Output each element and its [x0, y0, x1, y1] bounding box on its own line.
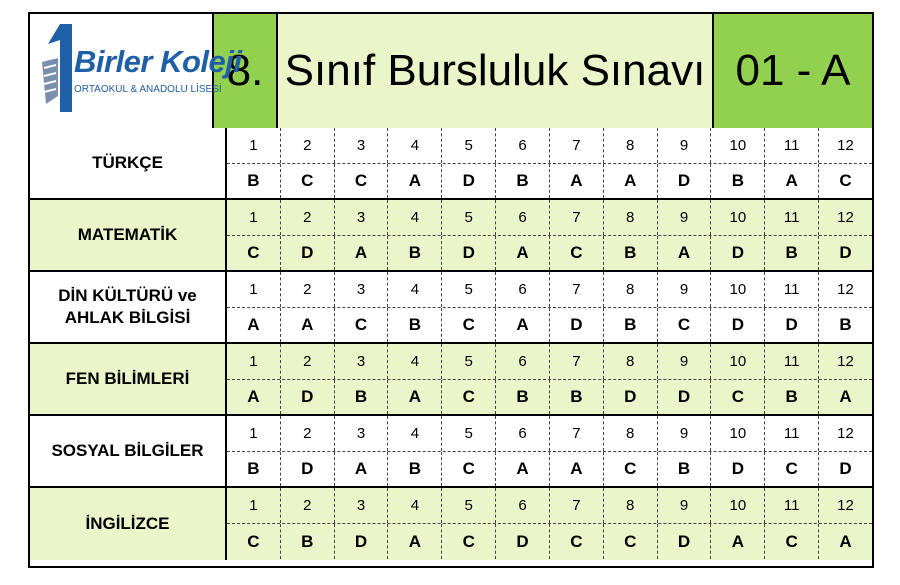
- answer-letter: A: [388, 164, 442, 199]
- answer-letter: D: [442, 164, 496, 199]
- question-number: 9: [658, 128, 712, 163]
- answer-grid: [227, 128, 872, 198]
- question-number: 3: [335, 272, 389, 307]
- answer-row: [227, 524, 872, 559]
- answer-letter: B: [604, 236, 658, 271]
- question-number: 7: [550, 128, 604, 163]
- question-number: 1: [227, 272, 281, 307]
- question-number: 12: [837, 424, 854, 442]
- answer-letter: C: [227, 524, 281, 559]
- question-number: 2: [281, 200, 335, 235]
- answer-letter: B: [765, 380, 819, 415]
- question-number: 11: [765, 344, 819, 379]
- question-number: 6: [496, 488, 550, 523]
- question-number: 6: [496, 200, 550, 235]
- answer-letter: B: [227, 164, 281, 199]
- answer-letter: B: [388, 452, 442, 487]
- answer-letter: A: [765, 164, 819, 199]
- answer-letter: B: [839, 314, 852, 334]
- question-number: 4: [388, 200, 442, 235]
- question-number: 5: [442, 128, 496, 163]
- answer-letter: B: [711, 164, 765, 199]
- question-number: 10: [711, 344, 765, 379]
- subject-name: MATEMATİK: [30, 200, 227, 270]
- answer-letter: A: [388, 380, 442, 415]
- answer-letter: B: [658, 452, 712, 487]
- question-number-row: [227, 344, 872, 380]
- answer-letter: A: [550, 452, 604, 487]
- answer-letter: C: [281, 164, 335, 199]
- question-number: 7: [550, 416, 604, 451]
- question-number: 1: [227, 488, 281, 523]
- subject-row: [30, 128, 872, 200]
- question-number: 11: [765, 488, 819, 523]
- answer-letter: A: [839, 531, 852, 551]
- answer-letter: B: [496, 380, 550, 415]
- answer-letter: D: [604, 380, 658, 415]
- question-number: 2: [281, 128, 335, 163]
- subject-name: SOSYAL BİLGİLER: [30, 416, 227, 486]
- answer-letter: D: [711, 308, 765, 343]
- logo-text: Birler Koleji: [74, 44, 242, 79]
- answer-letter: A: [550, 164, 604, 199]
- question-number: 4: [388, 416, 442, 451]
- question-number-row: [227, 416, 872, 452]
- answer-letter: C: [765, 452, 819, 487]
- answer-letter: A: [496, 308, 550, 343]
- question-number: 9: [658, 344, 712, 379]
- answer-letter: A: [227, 380, 281, 415]
- question-number: 6: [496, 344, 550, 379]
- answer-letter: D: [765, 308, 819, 343]
- answer-letter: D: [658, 380, 712, 415]
- question-number: 12: [837, 352, 854, 370]
- answer-letter: D: [281, 236, 335, 271]
- question-number: 2: [281, 488, 335, 523]
- logo-mark-icon: [40, 22, 76, 114]
- question-number: 10: [711, 416, 765, 451]
- question-number: 10: [711, 272, 765, 307]
- question-number: 5: [442, 344, 496, 379]
- question-number: 7: [550, 272, 604, 307]
- answer-grid: [227, 272, 872, 342]
- booklet-code: 01 - A: [714, 14, 872, 128]
- question-number: 2: [281, 416, 335, 451]
- answer-letter: A: [604, 164, 658, 199]
- question-number: 10: [711, 200, 765, 235]
- subject-name: İNGİLİZCE: [30, 488, 227, 560]
- answer-letter: C: [335, 164, 389, 199]
- answer-row: [227, 452, 872, 487]
- answer-letter: D: [658, 164, 712, 199]
- exam-title: Sınıf Bursluluk Sınavı: [278, 14, 714, 128]
- school-logo: [30, 14, 242, 128]
- question-number: 5: [442, 488, 496, 523]
- answer-row: [227, 308, 872, 343]
- answer-letter: A: [335, 452, 389, 487]
- question-number: 9: [658, 272, 712, 307]
- question-number: 3: [335, 200, 389, 235]
- question-number: 3: [335, 344, 389, 379]
- answer-grid: [227, 416, 872, 486]
- question-number: 9: [658, 200, 712, 235]
- question-number: 12: [837, 497, 854, 514]
- question-number: 4: [388, 488, 442, 523]
- answer-letter: D: [839, 242, 852, 262]
- question-number: 2: [281, 272, 335, 307]
- answer-letter: D: [658, 524, 712, 559]
- subject-row: [30, 272, 872, 344]
- answer-letter: A: [839, 386, 852, 406]
- answer-letter: C: [227, 236, 281, 271]
- subject-row: [30, 200, 872, 272]
- subject-name: TÜRKÇE: [30, 128, 227, 198]
- answer-letter: D: [496, 524, 550, 559]
- answer-letter: D: [281, 452, 335, 487]
- subject-name: FEN BİLİMLERİ: [30, 344, 227, 414]
- answer-letter: C: [658, 308, 712, 343]
- question-number: 3: [335, 128, 389, 163]
- answer-row: [227, 380, 872, 415]
- subject-row: [30, 488, 872, 560]
- answer-letter: D: [550, 308, 604, 343]
- question-number: 12: [837, 136, 854, 154]
- answer-letter: B: [604, 308, 658, 343]
- question-number: 1: [227, 200, 281, 235]
- answer-letter: D: [335, 524, 389, 559]
- answer-letter: C: [604, 452, 658, 487]
- question-number: 4: [388, 344, 442, 379]
- answer-letter: D: [442, 236, 496, 271]
- question-number: 12: [837, 208, 854, 226]
- question-number-row: [227, 488, 872, 524]
- answer-letter: C: [335, 308, 389, 343]
- grade-number: 8.: [214, 14, 278, 128]
- answer-grid: [227, 344, 872, 414]
- answer-letter: A: [711, 524, 765, 559]
- answer-letter: C: [711, 380, 765, 415]
- subject-rows: [30, 128, 872, 560]
- answer-letter: A: [496, 236, 550, 271]
- answer-letter: D: [281, 380, 335, 415]
- question-number: 10: [711, 488, 765, 523]
- answer-letter: C: [765, 524, 819, 559]
- answer-letter: C: [442, 308, 496, 343]
- answer-row: [227, 164, 872, 199]
- answer-letter: A: [227, 308, 281, 343]
- question-number: 7: [550, 344, 604, 379]
- answer-letter: C: [550, 524, 604, 559]
- answer-row: [227, 236, 872, 271]
- question-number: 12: [837, 280, 854, 298]
- subject-row: [30, 416, 872, 488]
- answer-letter: A: [496, 452, 550, 487]
- answer-grid: [227, 200, 872, 270]
- question-number: 8: [604, 416, 658, 451]
- question-number-row: [227, 128, 872, 164]
- logo-subtitle: ORTAOKUL & ANADOLU LİSESİ: [74, 84, 222, 95]
- question-number: 11: [765, 416, 819, 451]
- answer-letter: A: [388, 524, 442, 559]
- question-number: 3: [335, 488, 389, 523]
- question-number: 1: [227, 128, 281, 163]
- answer-key-sheet: [28, 12, 874, 568]
- answer-letter: C: [550, 236, 604, 271]
- question-number: 9: [658, 416, 712, 451]
- question-number: 8: [604, 128, 658, 163]
- answer-grid: [227, 488, 872, 560]
- question-number: 11: [765, 128, 819, 163]
- answer-letter: C: [839, 170, 852, 190]
- question-number: 6: [496, 416, 550, 451]
- answer-letter: A: [335, 236, 389, 271]
- answer-letter: B: [496, 164, 550, 199]
- answer-letter: B: [388, 308, 442, 343]
- question-number: 11: [765, 272, 819, 307]
- answer-letter: D: [839, 458, 852, 478]
- answer-letter: C: [442, 452, 496, 487]
- question-number: 6: [496, 128, 550, 163]
- question-number: 8: [604, 344, 658, 379]
- question-number: 5: [442, 200, 496, 235]
- question-number: 7: [550, 200, 604, 235]
- answer-letter: C: [442, 524, 496, 559]
- question-number: 1: [227, 344, 281, 379]
- answer-letter: D: [711, 452, 765, 487]
- answer-letter: B: [227, 452, 281, 487]
- answer-letter: A: [281, 308, 335, 343]
- subject-row: [30, 344, 872, 416]
- answer-letter: B: [550, 380, 604, 415]
- question-number: 5: [442, 416, 496, 451]
- subject-name: DİN KÜLTÜRÜ ve AHLAK BİLGİSİ: [30, 272, 227, 342]
- question-number: 3: [335, 416, 389, 451]
- question-number: 7: [550, 488, 604, 523]
- question-number: 1: [227, 416, 281, 451]
- question-number: 5: [442, 272, 496, 307]
- answer-letter: D: [711, 236, 765, 271]
- answer-letter: B: [281, 524, 335, 559]
- question-number: 8: [604, 200, 658, 235]
- header: [30, 14, 872, 130]
- question-number-row: [227, 200, 872, 236]
- answer-letter: B: [388, 236, 442, 271]
- question-number: 10: [711, 128, 765, 163]
- question-number: 11: [765, 200, 819, 235]
- answer-letter: A: [658, 236, 712, 271]
- answer-letter: B: [765, 236, 819, 271]
- question-number: 2: [281, 344, 335, 379]
- answer-letter: B: [335, 380, 389, 415]
- question-number: 8: [604, 488, 658, 523]
- question-number-row: [227, 272, 872, 308]
- question-number: 9: [658, 488, 712, 523]
- question-number: 4: [388, 272, 442, 307]
- answer-letter: C: [442, 380, 496, 415]
- question-number: 8: [604, 272, 658, 307]
- answer-letter: C: [604, 524, 658, 559]
- question-number: 6: [496, 272, 550, 307]
- question-number: 4: [388, 128, 442, 163]
